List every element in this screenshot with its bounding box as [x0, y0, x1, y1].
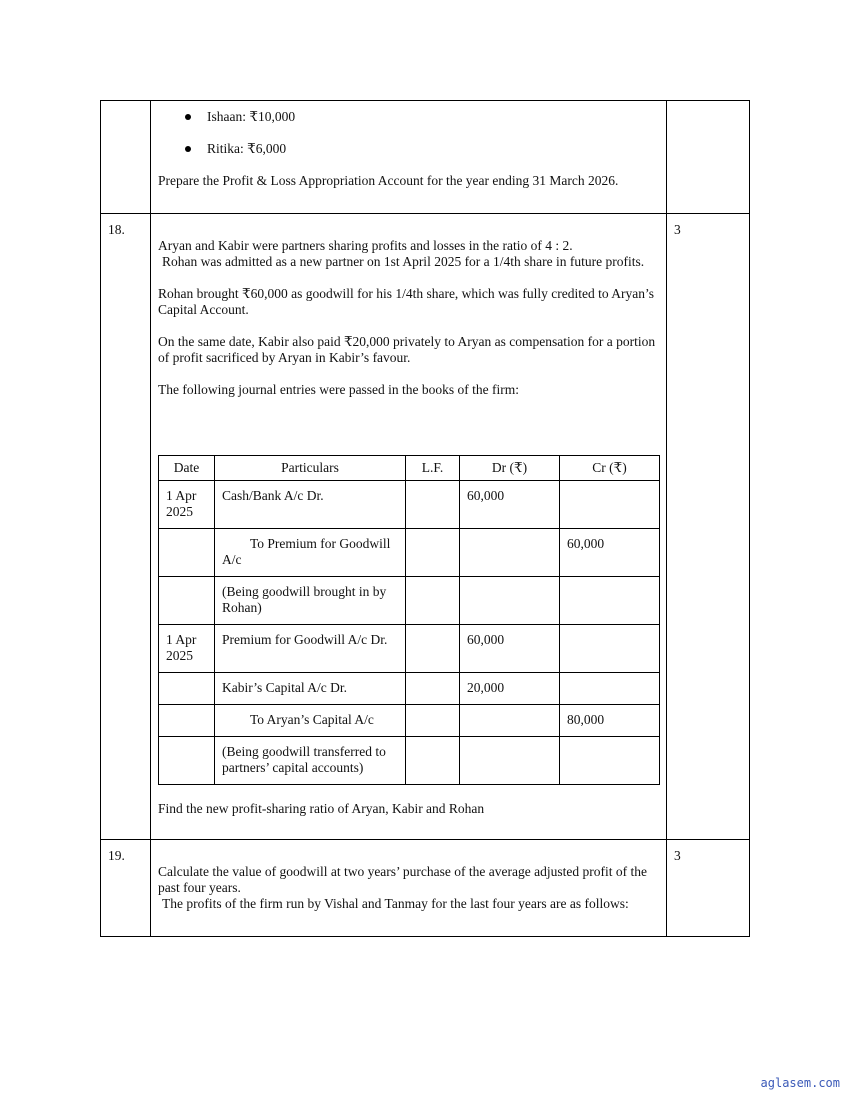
dr-cell: 20,000 [460, 673, 560, 705]
question-content [151, 214, 667, 840]
marks-cell: 3 [667, 840, 750, 937]
header-dr: Dr (₹) [460, 456, 560, 481]
paragraph: Rohan was admitted as a new partner on 1st April 2025 for a 1/4th share in future profits. [162, 254, 645, 269]
journal-row [159, 705, 660, 737]
lf-cell [406, 705, 460, 737]
particulars-cell: (Being goodwill transferred to partners’ capital accounts) [215, 737, 406, 785]
date-cell [159, 529, 215, 577]
lf-cell [406, 529, 460, 577]
journal-row [159, 481, 660, 529]
cr-cell [560, 625, 660, 673]
dr-cell [460, 529, 560, 577]
header-cr: Cr (₹) [560, 456, 660, 481]
question-row-continued [101, 101, 750, 214]
question-number: 18. [101, 214, 151, 840]
date-cell: 1 Apr 2025 [159, 625, 215, 673]
bullet-item: Ritika: ₹6,000 [158, 141, 660, 165]
watermark: aglasem.com [760, 1076, 840, 1090]
cr-cell [560, 737, 660, 785]
particulars-cell [215, 705, 406, 737]
date-cell: 1 Apr 2025 [159, 481, 215, 529]
journal-header-row [159, 456, 660, 481]
header-particulars: Particulars [215, 456, 406, 481]
header-lf: L.F. [406, 456, 460, 481]
marks-cell [667, 101, 750, 214]
journal-row [159, 529, 660, 577]
journal-table [158, 455, 660, 785]
dr-cell [460, 577, 560, 625]
particulars-cell: Cash/Bank A/c Dr. [215, 481, 406, 529]
date-cell [159, 737, 215, 785]
date-cell [159, 577, 215, 625]
dr-cell [460, 705, 560, 737]
paragraph: The following journal entries were passed in the books of the firm: [158, 382, 520, 397]
lf-cell [406, 481, 460, 529]
question-row-19 [101, 840, 750, 937]
paragraph: On the same date, Kabir also paid ₹20,000 privately to Aryan as compensation for a portion of profit sacrificed by Aryan in Kabir’s favour. [158, 334, 656, 365]
question-content [151, 840, 667, 937]
lf-cell [406, 625, 460, 673]
lf-cell [406, 577, 460, 625]
paragraph: The profits of the firm run by Vishal and Tanmay for the last four years are as follows: [162, 896, 629, 911]
question-text: Find the new profit-sharing ratio of Aryan, Kabir and Rohan [158, 801, 485, 816]
journal-row [159, 625, 660, 673]
question-number [101, 101, 151, 214]
question-number: 19. [101, 840, 151, 937]
bullet-item: Ishaan: ₹10,000 [158, 109, 660, 133]
cr-cell: 80,000 [560, 705, 660, 737]
cr-cell: 60,000 [560, 529, 660, 577]
journal-row [159, 673, 660, 705]
cr-cell [560, 673, 660, 705]
dr-cell: 60,000 [460, 481, 560, 529]
paragraph: Calculate the value of goodwill at two years’ purchase of the average adjusted profit of the past four years. [158, 864, 647, 895]
lf-cell [406, 673, 460, 705]
question-content [151, 101, 667, 214]
particulars-cell: Premium for Goodwill A/c Dr. [215, 625, 406, 673]
lf-cell [406, 737, 460, 785]
particulars-text: To Premium for Goodwill A/c [222, 536, 391, 567]
marks-cell: 3 [667, 214, 750, 840]
dr-cell [460, 737, 560, 785]
cr-cell [560, 577, 660, 625]
question-row-18 [101, 214, 750, 840]
instruction-text: Prepare the Profit & Loss Appropriation Account for the year ending 31 March 2026. [158, 173, 619, 188]
particulars-cell: (Being goodwill brought in by Rohan) [215, 577, 406, 625]
paragraph: Rohan brought ₹60,000 as goodwill for his 1/4th share, which was fully credited to Aryan’s Capital Account. [158, 286, 655, 317]
dr-cell: 60,000 [460, 625, 560, 673]
particulars-cell: Kabir’s Capital A/c Dr. [215, 673, 406, 705]
date-cell [159, 705, 215, 737]
cr-cell [560, 481, 660, 529]
journal-row [159, 737, 660, 785]
bullet-list [158, 109, 660, 165]
journal-row [159, 577, 660, 625]
paragraph: Aryan and Kabir were partners sharing profits and losses in the ratio of 4 : 2. [158, 238, 573, 253]
question-table [100, 100, 750, 937]
header-date: Date [159, 456, 215, 481]
date-cell [159, 673, 215, 705]
particulars-cell [215, 529, 406, 577]
particulars-text: To Aryan’s Capital A/c [250, 712, 374, 727]
